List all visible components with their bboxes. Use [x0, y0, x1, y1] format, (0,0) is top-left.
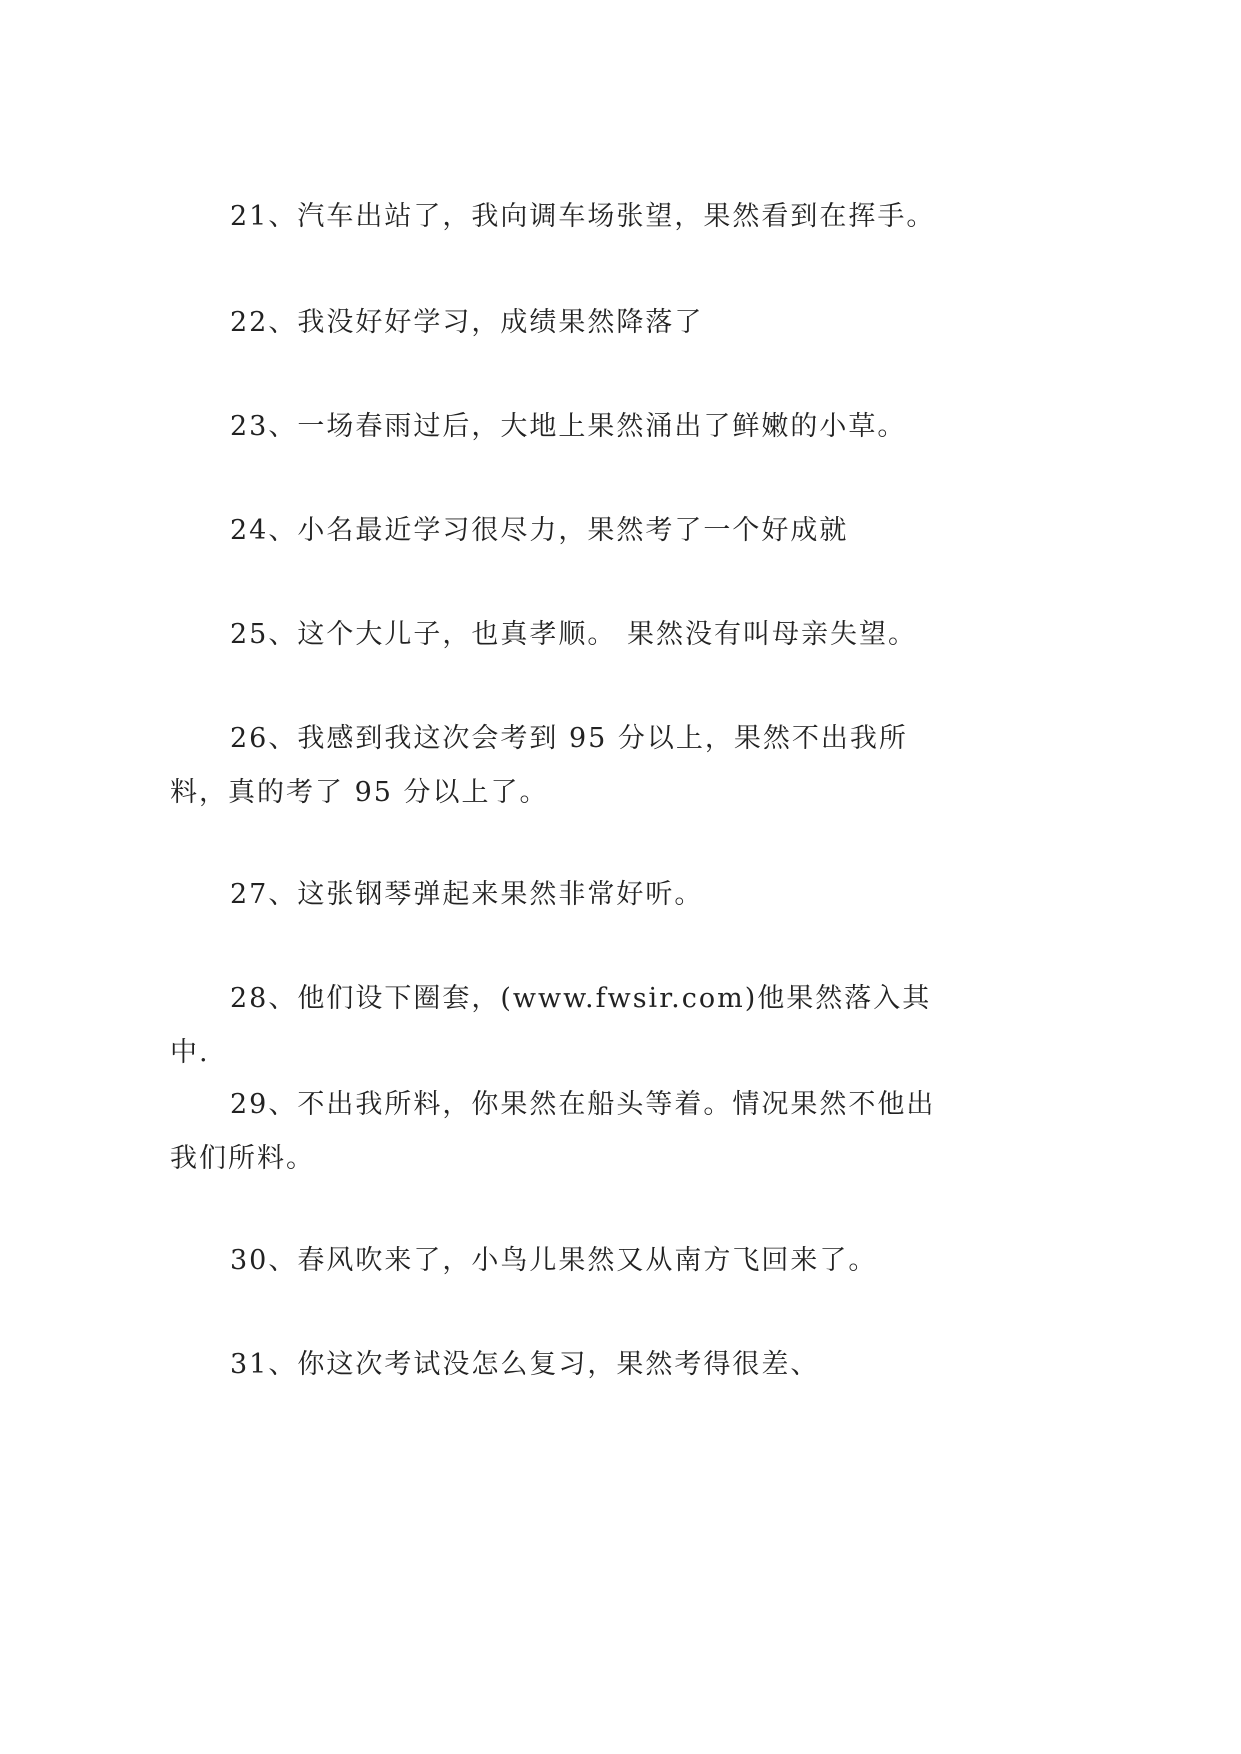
paragraph-29: 29、不出我所料，你果然在船头等着。情况果然不他出我们所料。	[170, 1089, 936, 1174]
paragraph-24: 24、小名最近学习很尽力，果然考了一个好成就	[230, 515, 849, 546]
paragraph-23: 23、一场春雨过后，大地上果然涌出了鲜嫩的小草。	[230, 411, 907, 442]
paragraph-30: 30、春风吹来了，小鸟儿果然又从南方飞回来了。	[230, 1245, 878, 1276]
paragraph-22: 22、我没好好学习，成绩果然降落了	[230, 307, 704, 338]
paragraph-27: 27、这张钢琴弹起来果然非常好听。	[230, 879, 704, 910]
paragraph-31: 31、你这次考试没怎么复习，果然考得很差、	[230, 1349, 820, 1380]
paragraph-28: 28、他们设下圈套，(www.fwsir.com)他果然落入其中.	[170, 983, 932, 1068]
paragraph-26: 26、我感到我这次会考到 95 分以上，果然不出我所料，真的考了 95 分以上了。	[170, 723, 908, 808]
paragraph-25: 25、这个大儿子，也真孝顺。 果然没有叫母亲失望。	[230, 619, 917, 650]
paragraph-21: 21、汽车出站了，我向调车场张望，果然看到在挥手。	[230, 201, 936, 232]
